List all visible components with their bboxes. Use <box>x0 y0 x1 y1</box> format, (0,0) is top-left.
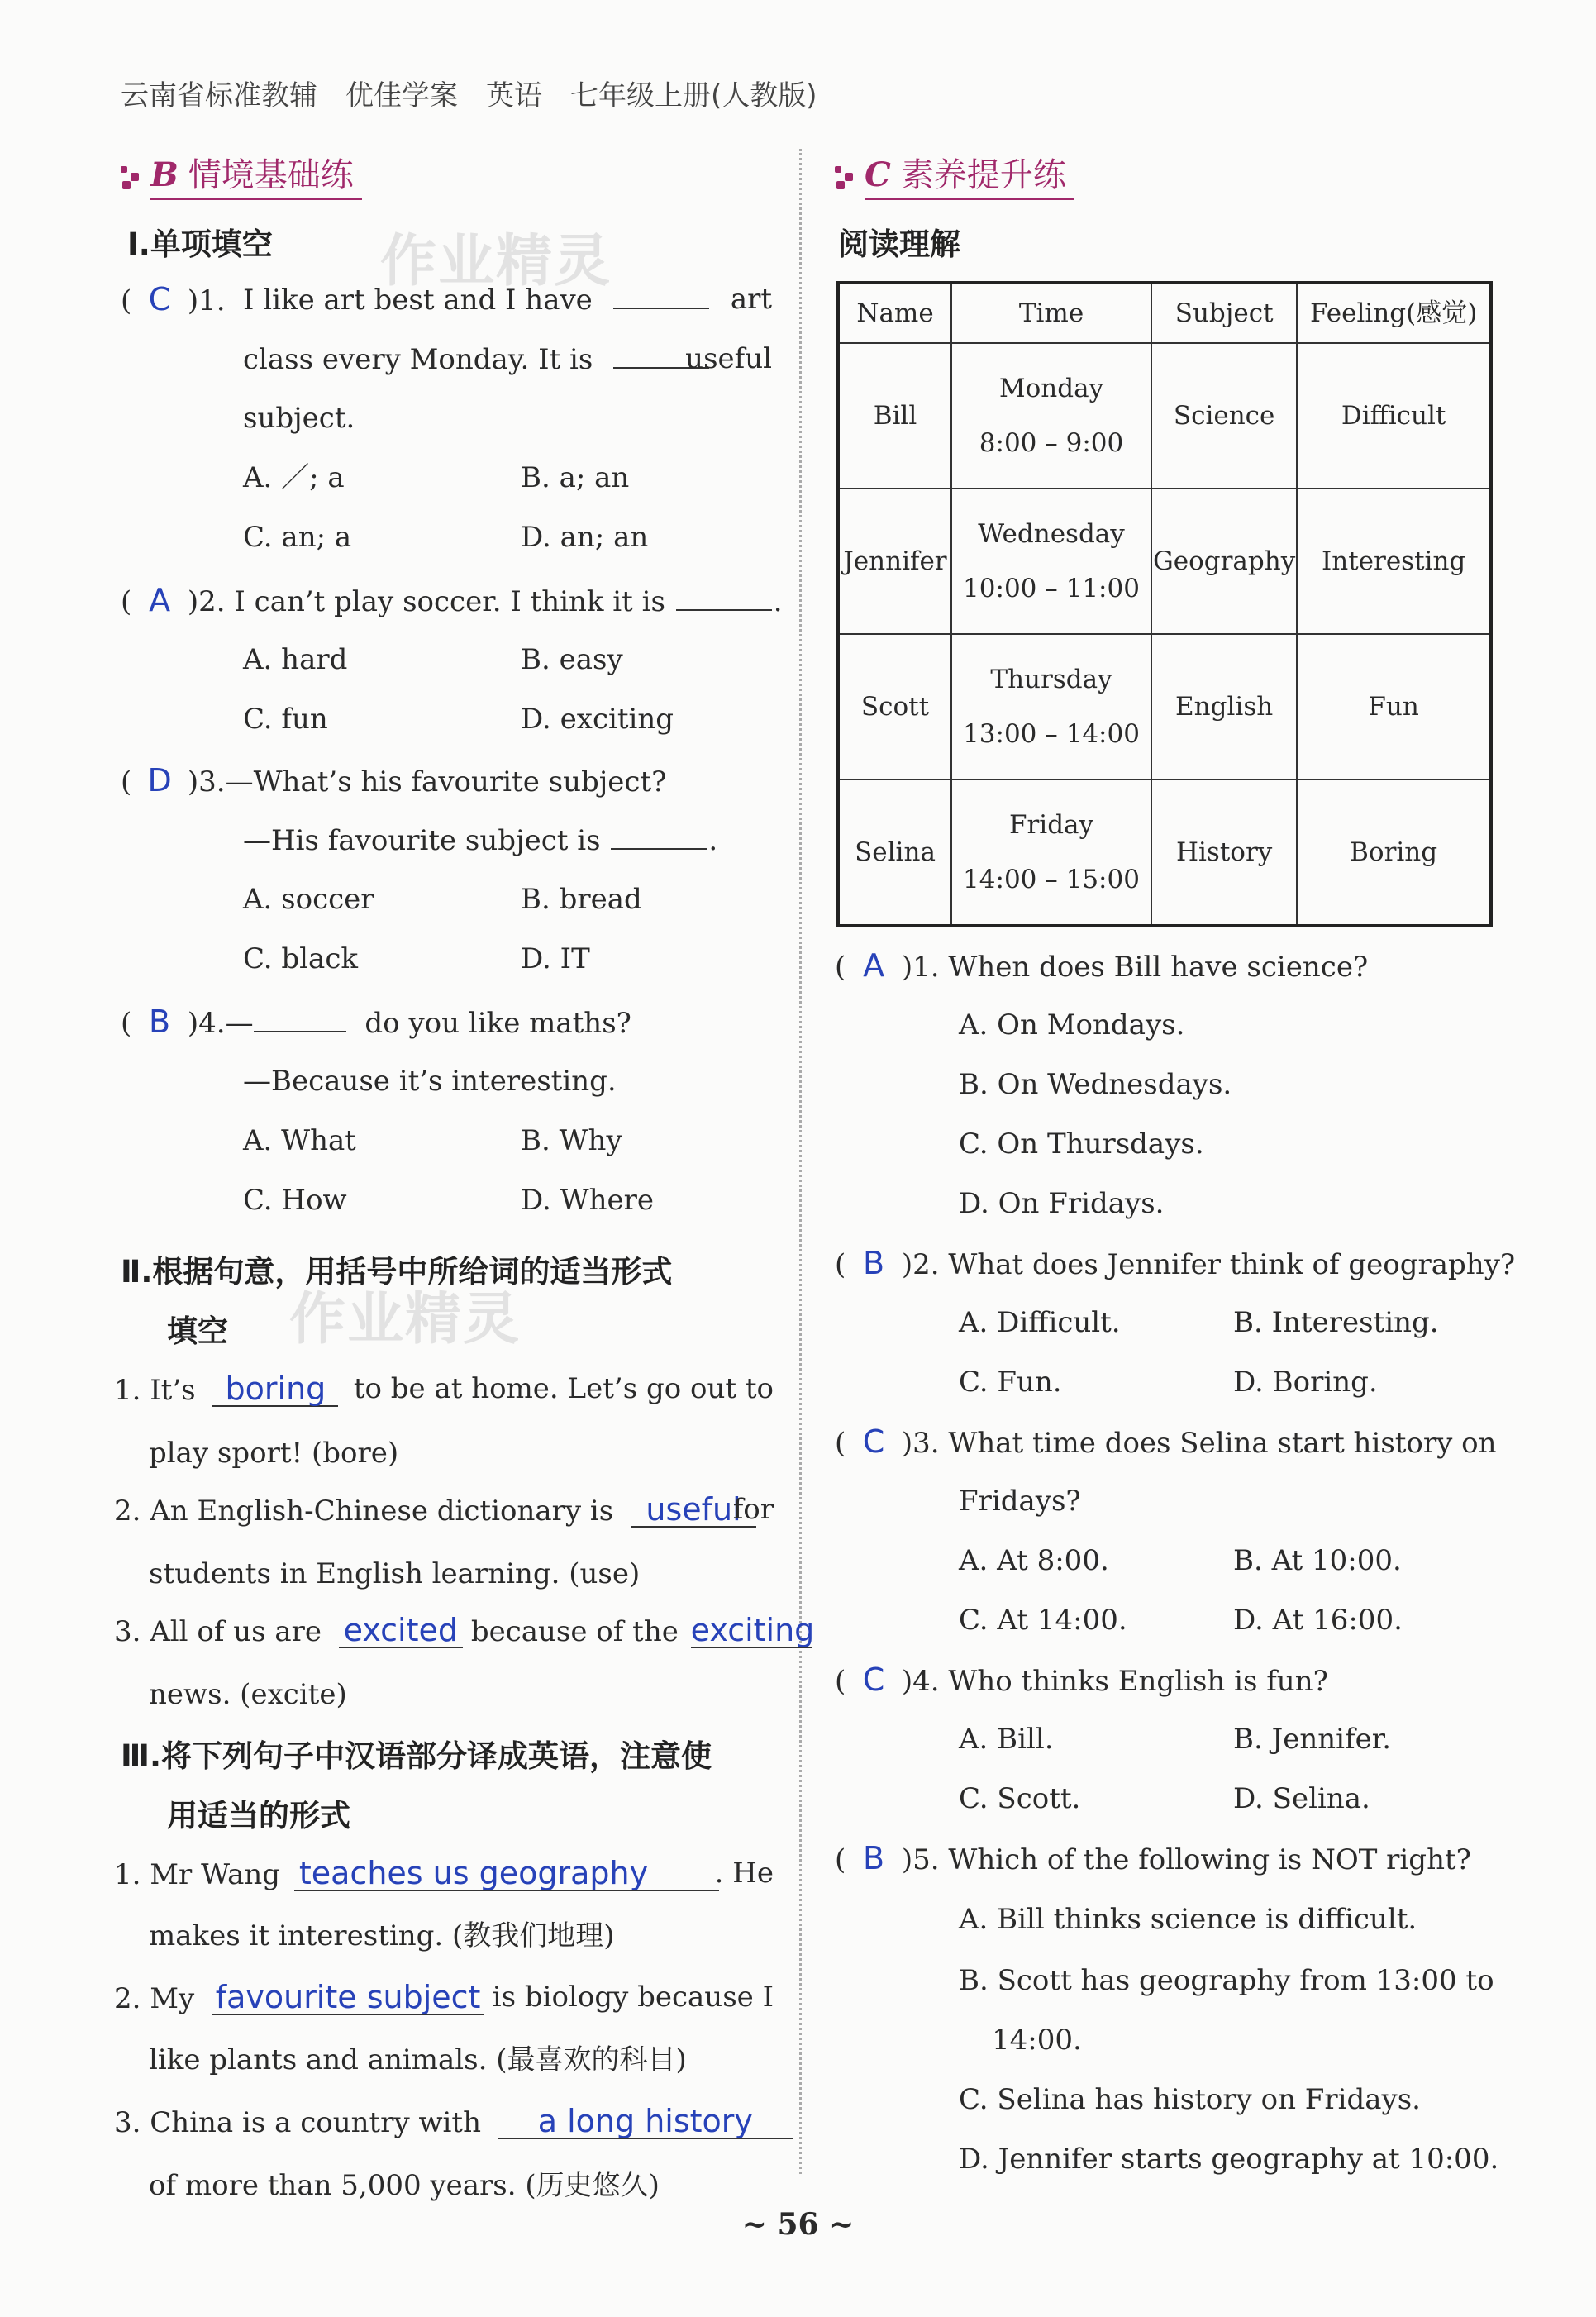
section-b-heading <box>121 149 362 196</box>
answer-fill: excited <box>339 1614 463 1648</box>
option-a: A. At 8:00. <box>959 1544 1109 1577</box>
option-d: D. an; an <box>521 521 649 554</box>
reading-heading: 阅读理解 <box>838 226 960 262</box>
cell-time: Friday 14:00 – 15:00 <box>951 779 1151 926</box>
option-c: C. fun <box>243 703 328 736</box>
answer: D <box>147 762 172 799</box>
answer-fill: teaches us geography <box>294 1857 719 1891</box>
answer: C <box>148 281 171 317</box>
translate-question-3-line2: of more than 5,000 years. (历史悠久) <box>149 2169 660 2202</box>
answer: C <box>862 1661 885 1698</box>
cell-name: Scott <box>838 634 951 779</box>
question-3: ( D )3.—What’s his favourite subject? <box>121 762 667 799</box>
option-c: C. Selina has history on Fridays. <box>959 2083 1421 2116</box>
answer: C <box>862 1423 885 1460</box>
schedule-table <box>836 281 1493 927</box>
option-d: D. Boring. <box>1233 1366 1378 1399</box>
answer-fill: useful <box>631 1493 756 1528</box>
question-4: ( B )4.— do you like maths? <box>121 1004 631 1040</box>
section-letter: B <box>150 155 179 194</box>
table-row <box>838 343 1491 489</box>
translate-question-2-line2: like plants and animals. (最喜欢的科目) <box>149 2043 687 2076</box>
fill-question-2-line2: students in English learning. (use) <box>149 1557 641 1590</box>
option-a: A. Bill thinks science is difficult. <box>959 1903 1417 1936</box>
section-c-heading <box>835 149 1074 196</box>
column-header: Name <box>838 283 951 343</box>
translate-question-2: 2. My favourite subject is biology because I <box>114 1979 774 2015</box>
option-c: C. At 14:00. <box>959 1604 1127 1637</box>
option-b: B. Interesting. <box>1233 1306 1439 1339</box>
option-a: A. Difficult. <box>959 1306 1121 1339</box>
part3-heading-line2: 用适当的形式 <box>167 1798 350 1833</box>
column-divider <box>799 149 802 2174</box>
option-d: D. Jennifer starts geography at 10:00. <box>959 2143 1499 2176</box>
option-a: A. What <box>243 1124 356 1157</box>
cell-time: Wednesday 10:00 – 11:00 <box>951 489 1151 634</box>
reading-question-1: ( A )1. When does Bill have science? <box>835 947 1369 984</box>
cell-subject: English <box>1151 634 1297 779</box>
reading-question-2: ( B )2. What does Jennifer think of geography? <box>835 1245 1516 1281</box>
column-header: Subject <box>1151 283 1297 343</box>
question-1-line3: subject. <box>243 402 355 435</box>
question-1-line2: class every Monday. It is useful <box>243 342 772 376</box>
option-b: B. a; an <box>521 461 630 494</box>
option-c: C. black <box>243 942 358 975</box>
option-b: B. bread <box>521 883 642 916</box>
answer-fill: exciting <box>690 1612 815 1648</box>
answer-fill: favourite subject <box>212 1981 484 2015</box>
part1-heading: Ⅰ.单项填空 <box>127 226 273 262</box>
cell-time: Monday 8:00 – 9:00 <box>951 343 1151 489</box>
page-number: ~ 56 ~ <box>741 2207 855 2242</box>
option-d: D. At 16:00. <box>1233 1604 1403 1637</box>
cell-name: Selina <box>838 779 951 926</box>
fill-question-1-line2: play sport! (bore) <box>149 1437 399 1470</box>
cell-subject: History <box>1151 779 1297 926</box>
cell-name: Bill <box>838 343 951 489</box>
cell-feeling: Boring <box>1297 779 1491 926</box>
section-title: 素养提升练 <box>900 156 1066 194</box>
option-c: C. Scott. <box>959 1782 1081 1815</box>
option-b: B. easy <box>521 643 623 676</box>
option-c: C. Fun. <box>959 1366 1062 1399</box>
part2-heading: Ⅱ.根据句意，用括号中所给词的适当形式 <box>121 1254 673 1290</box>
option-b: B. Scott has geography from 13:00 to <box>959 1964 1494 1997</box>
option-a: A. hard <box>243 643 348 676</box>
reading-question-3: ( C )3. What time does Selina start history on <box>835 1423 1497 1460</box>
option-c: C. On Thursdays. <box>959 1128 1204 1161</box>
question-1: ( C )1. <box>121 281 226 317</box>
option-a: A. soccer <box>243 883 374 916</box>
answer: A <box>863 947 885 984</box>
option-c: C. How <box>243 1184 347 1217</box>
answer: B <box>863 1245 885 1281</box>
watermark: 作业精灵 <box>289 1287 522 1352</box>
cell-feeling: Difficult <box>1297 343 1491 489</box>
fill-question-1: 1. It’s boring to be at home. Let’s go out to <box>114 1371 774 1407</box>
running-header: 云南省标准教辅 优佳学案 英语 七年级上册(人教版) <box>121 79 817 112</box>
option-d: D. Selina. <box>1233 1782 1370 1815</box>
table-row <box>838 779 1491 926</box>
section-title: 情境基础练 <box>188 156 354 194</box>
answer-fill: a long history <box>498 2105 793 2139</box>
option-b-line2: 14:00. <box>992 2024 1082 2057</box>
reading-question-4: ( C )4. Who thinks English is fun? <box>835 1661 1328 1698</box>
question-1-line1: I like art best and I have art <box>243 283 772 317</box>
translate-question-3: 3. China is a country with a long history <box>114 2105 774 2139</box>
reading-question-3-line2: Fridays? <box>959 1485 1081 1518</box>
option-a: A. ／; a <box>243 461 345 494</box>
question-4-line2: —Because it’s interesting. <box>243 1065 617 1098</box>
cell-name: Jennifer <box>838 489 951 634</box>
table-row <box>838 489 1491 634</box>
part2-heading-line2: 填空 <box>167 1313 228 1349</box>
question-3-line2: —His favourite subject is . <box>243 824 718 857</box>
section-letter: C <box>865 155 891 194</box>
option-d: D. On Fridays. <box>959 1187 1165 1220</box>
fill-question-2: 2. An English-Chinese dictionary is useful for <box>114 1491 774 1528</box>
reading-question-5: ( B )5. Which of the following is NOT right? <box>835 1840 1471 1876</box>
option-d: D. exciting <box>521 703 674 736</box>
option-a: A. Bill. <box>959 1723 1054 1756</box>
option-b: B. Jennifer. <box>1233 1723 1392 1756</box>
option-a: A. On Mondays. <box>959 1008 1185 1042</box>
answer-fill: boring <box>212 1372 338 1407</box>
fill-question-3: 3. All of us are excited because of the exciting <box>114 1612 815 1648</box>
option-b: B. At 10:00. <box>1233 1544 1402 1577</box>
answer: A <box>149 582 171 618</box>
option-b: B. On Wednesdays. <box>959 1068 1232 1101</box>
column-header: Time <box>951 283 1151 343</box>
cell-feeling: Interesting <box>1297 489 1491 634</box>
option-c: C. an; a <box>243 521 352 554</box>
table-row <box>838 634 1491 779</box>
fill-question-3-line2: news. (excite) <box>149 1678 347 1711</box>
column-header: Feeling(感觉) <box>1297 283 1491 343</box>
translate-question-1-line2: makes it interesting. (教我们地理) <box>149 1919 615 1952</box>
cell-subject: Geography <box>1151 489 1297 634</box>
part3-heading: Ⅲ.将下列句子中汉语部分译成英语，注意使 <box>121 1738 712 1774</box>
cell-feeling: Fun <box>1297 634 1491 779</box>
answer: B <box>149 1004 171 1040</box>
option-b: B. Why <box>521 1124 622 1157</box>
answer: B <box>863 1840 885 1876</box>
option-d: D. IT <box>521 942 590 975</box>
table-header-row <box>838 283 1491 343</box>
section-dots-icon <box>121 164 145 189</box>
translate-question-1: 1. Mr Wang teaches us geography . He <box>114 1855 774 1891</box>
section-dots-icon <box>835 164 860 189</box>
option-d: D. Where <box>521 1184 655 1217</box>
cell-subject: Science <box>1151 343 1297 489</box>
question-2: ( A )2. I can’t play soccer. I think it is . <box>121 582 783 618</box>
cell-time: Thursday 13:00 – 14:00 <box>951 634 1151 779</box>
watermark: 作业精灵 <box>380 229 612 294</box>
